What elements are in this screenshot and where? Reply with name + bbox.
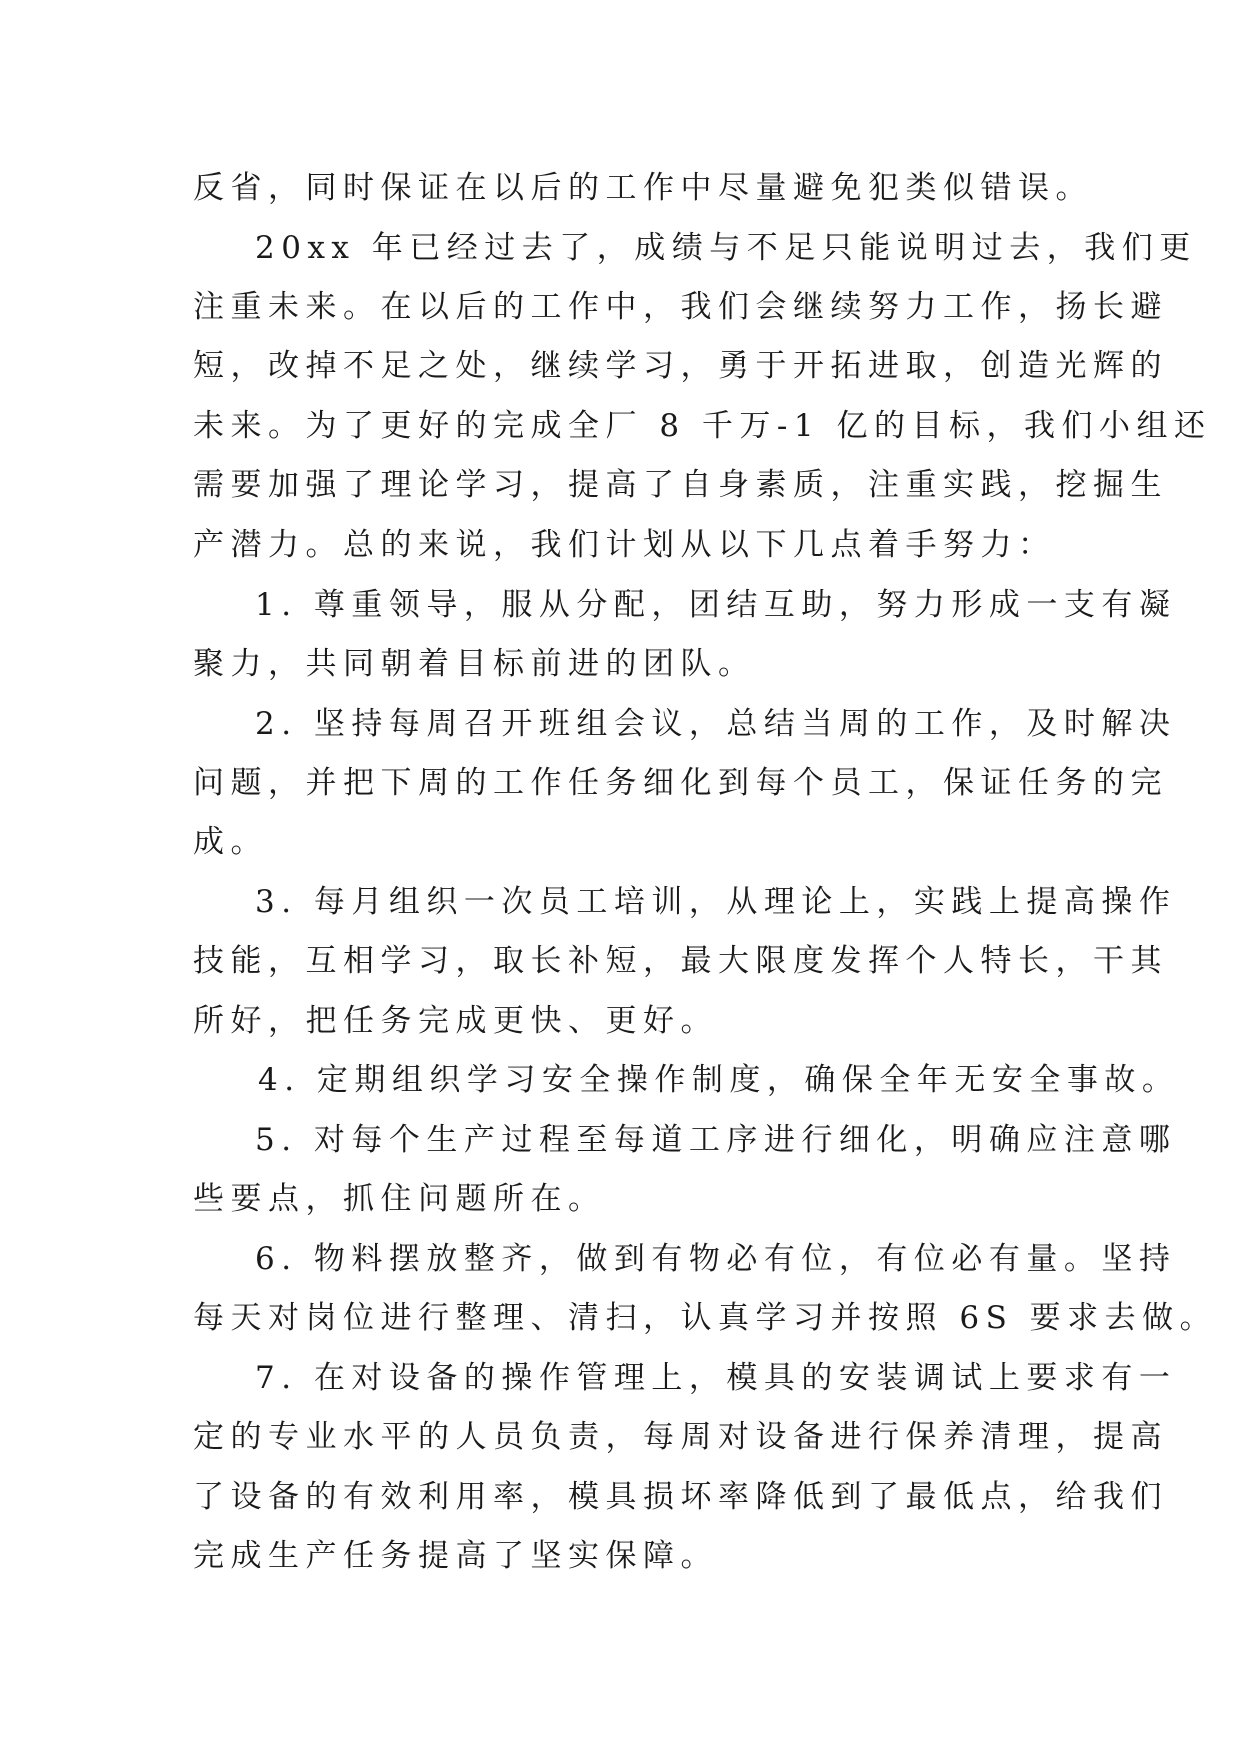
text-line: 问题，并把下周的工作任务细化到每个员工，保证任务的完: [193, 765, 1168, 801]
text-line: 4. 定期组织学习安全操作制度，确保全年无安全事故。: [258, 1062, 1180, 1098]
text-line: 2. 坚持每周召开班组会议，总结当周的工作，及时解决: [255, 706, 1177, 742]
text-line: 20xx 年已经过去了，成绩与不足只能说明过去，我们更: [255, 230, 1197, 266]
text-line: 需要加强了理论学习，提高了自身素质，注重实践，挖掘生: [193, 467, 1168, 503]
text-line: 6. 物料摆放整齐，做到有物必有位，有位必有量。坚持: [255, 1241, 1177, 1277]
text-line: 技能，互相学习，取长补短，最大限度发挥个人特长，干其: [193, 943, 1168, 979]
text-line: 了设备的有效利用率，模具损坏率降低到了最低点，给我们: [193, 1479, 1168, 1515]
text-line: 成。: [193, 824, 268, 860]
text-line: 3. 每月组织一次员工培训，从理论上，实践上提高操作: [255, 884, 1177, 920]
text-line: 注重未来。在以后的工作中，我们会继续努力工作，扬长避: [193, 289, 1168, 325]
text-line: 5. 对每个生产过程至每道工序进行细化，明确应注意哪: [255, 1122, 1177, 1158]
text-line: 7. 在对设备的操作管理上，模具的安装调试上要求有一: [255, 1360, 1177, 1396]
text-line: 反省，同时保证在以后的工作中尽量避免犯类似错误。: [193, 170, 1093, 206]
text-line: 短，改掉不足之处，继续学习，勇于开拓进取，创造光辉的: [193, 348, 1168, 384]
text-line: 1. 尊重领导，服从分配，团结互助，努力形成一支有凝: [255, 587, 1177, 623]
text-line: 聚力，共同朝着目标前进的团队。: [193, 646, 756, 682]
text-line: 些要点，抓住问题所在。: [193, 1181, 606, 1217]
text-line: 未来。为了更好的完成全厂 8 千万-1 亿的目标，我们小组还: [193, 408, 1212, 444]
text-line: 完成生产任务提高了坚实保障。: [193, 1538, 718, 1574]
text-line: 产潜力。总的来说，我们计划从以下几点着手努力：: [193, 527, 1056, 563]
text-line: 所好，把任务完成更快、更好。: [193, 1003, 718, 1039]
text-line: 定的专业水平的人员负责，每周对设备进行保养清理，提高: [193, 1419, 1168, 1455]
text-line: 每天对岗位进行整理、清扫，认真学习并按照 6S 要求去做。: [193, 1300, 1218, 1336]
